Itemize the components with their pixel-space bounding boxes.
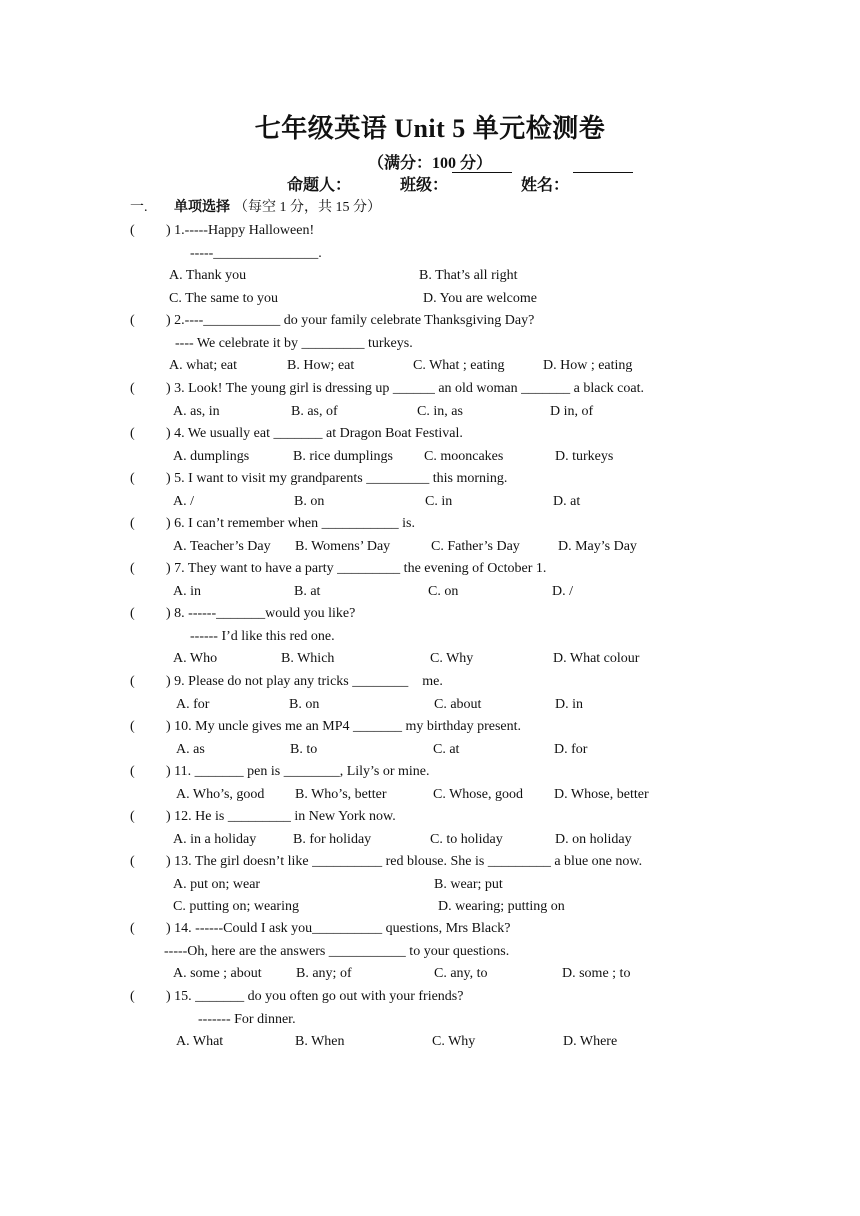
answer-option: A. in a holiday [173,831,257,847]
answer-option: B. on [289,696,320,712]
answer-option: A. put on; wear [173,876,261,892]
answer-paren: ( [130,471,135,486]
answer-option: D. wearing; putting on [438,899,565,914]
answer-paren: ( [130,719,135,734]
answer-option: A. as [176,741,205,757]
answer-option: D. May’s Day [558,538,637,554]
answer-option: D. Where [563,1034,618,1049]
answer-option: B. When [295,1034,345,1049]
answer-paren: ( [130,313,135,328]
answer-option: B. wear; put [434,876,503,892]
question-stem: ) 3. Look! The young girl is dressing up ______ an old woman _______ a black coat. [166,381,644,396]
answer-option: C. any, to [434,966,488,981]
answer-option: C. Whose, good [433,786,523,802]
answer-option: D. / [552,583,573,599]
page-title: 七年级英语 Unit 5 单元检测卷 [254,114,606,143]
answer-option: C. Father’s Day [431,538,520,554]
answer-option: D. at [553,493,581,509]
answer-option: D. Whose, better [554,786,649,802]
answer-option: D. on holiday [555,831,632,847]
answer-paren: ( [130,989,135,1004]
section-note: （每空 1 分，共 15 分） [234,200,381,215]
answer-option: C. at [433,741,460,757]
answer-option: B. to [290,741,318,757]
answer-option: A. Thank you [169,268,247,283]
answer-option: B. Which [281,651,335,666]
answer-option: C. What ; eating [413,358,505,373]
answer-option: C. mooncakes [424,448,504,464]
question-stem: ) 10. My uncle gives me an MP4 _______ my birthday present. [166,719,522,734]
answer-option: D. How ; eating [543,358,633,373]
answer-option: B. That’s all right [419,268,518,283]
question-stem: ) 12. He is _________ in New York now. [166,809,396,824]
question-stem: ) 11. _______ pen is ________, Lily’s or mine. [166,764,430,779]
question-stem: ) 2.----___________ do your family celebrate Thanksgiving Day? [166,313,535,328]
question-stem: ) 1.-----Happy Halloween! [166,223,315,238]
answer-paren: ( [130,809,135,824]
class-label: 班级： [400,177,449,194]
answer-option: B. as, of [291,403,338,419]
answer-option: A. for [176,696,210,712]
question-stem: ) 4. We usually eat _______ at Dragon Boat Festival. [166,426,463,441]
answer-option: B. rice dumplings [293,448,393,464]
answer-option: C. on [428,583,459,599]
answer-option: D. in [555,696,583,712]
question-dialog: ------- For dinner. [198,1011,296,1027]
name-label: 姓名： [521,177,570,194]
answer-paren: ( [130,764,135,779]
answer-option: B. any; of [296,966,352,981]
question-dialog: ---- We celebrate it by _________ turkeys. [175,335,413,351]
question-stem: ) 5. I want to visit my grandparents _________ this morning. [166,471,508,486]
answer-option: B. How; eat [287,358,355,373]
answer-option: B. Womens’ Day [295,538,391,554]
answer-paren: ( [130,561,135,576]
answer-paren: ( [130,606,135,621]
answer-option: A. / [173,493,194,509]
answer-option: B. for holiday [293,831,372,847]
section-number: 一. [130,200,148,215]
answer-option: A. what; eat [169,358,238,373]
question-stem: ) 6. I can’t remember when ___________ is. [166,516,415,531]
answer-paren: ( [130,381,135,396]
answer-option: C. Why [432,1034,476,1049]
answer-paren: ( [130,674,135,689]
answer-option: D. for [554,741,588,757]
answer-option: C. in, as [417,403,463,419]
answer-paren: ( [130,426,135,441]
question-stem: ) 9. Please do not play any tricks ________ me. [166,674,443,689]
answer-option: D in, of [550,403,594,419]
answer-paren: ( [130,921,135,936]
question-stem: ) 13. The girl doesn’t like __________ red blouse. She is _________ a blue one now. [166,854,643,869]
answer-option: A. as, in [173,403,220,419]
author-label: 命题人： [287,177,352,194]
answer-option: A. some ; about [173,966,262,981]
answer-option: A. dumplings [173,448,250,464]
answer-option: D. some ; to [562,966,631,981]
question-dialog: ------ I’d like this red one. [190,628,335,644]
question-dialog: -----Oh, here are the answers ___________ to your questions. [164,943,510,959]
answer-option: B. on [294,493,325,509]
answer-paren: ( [130,223,135,238]
page-subtitle: （满分：100 分） [367,155,492,172]
answer-option: A. Who [173,651,218,666]
answer-option: D. turkeys [555,448,614,464]
answer-option: C. in [425,493,453,509]
answer-paren: ( [130,516,135,531]
answer-option: C. to holiday [430,831,503,847]
section-title: 单项选择 [174,200,230,215]
answer-option: C. about [434,696,482,712]
answer-option: D. What colour [553,651,640,666]
answer-option: C. Why [430,651,474,666]
answer-option: C. putting on; wearing [173,899,299,914]
question-stem: ) 8. ------_______would you like? [166,606,356,621]
question-stem: ) 7. They want to have a party _________ the evening of October 1. [166,561,547,576]
answer-option: A. in [173,583,201,599]
answer-option: A. Who’s, good [176,786,265,802]
answer-option: B. Who’s, better [295,786,387,802]
question-stem: ) 15. _______ do you often go out with your friends? [166,989,464,1004]
answer-option: D. You are welcome [423,290,537,306]
answer-option: A. What [176,1034,224,1049]
answer-option: A. Teacher’s Day [173,538,271,554]
answer-option: C. The same to you [169,290,279,306]
answer-option: B. at [294,583,321,599]
question-dialog: -----_______________. [190,245,322,261]
question-stem: ) 14. ------Could I ask you__________ questions, Mrs Black? [166,921,511,936]
answer-paren: ( [130,854,135,869]
